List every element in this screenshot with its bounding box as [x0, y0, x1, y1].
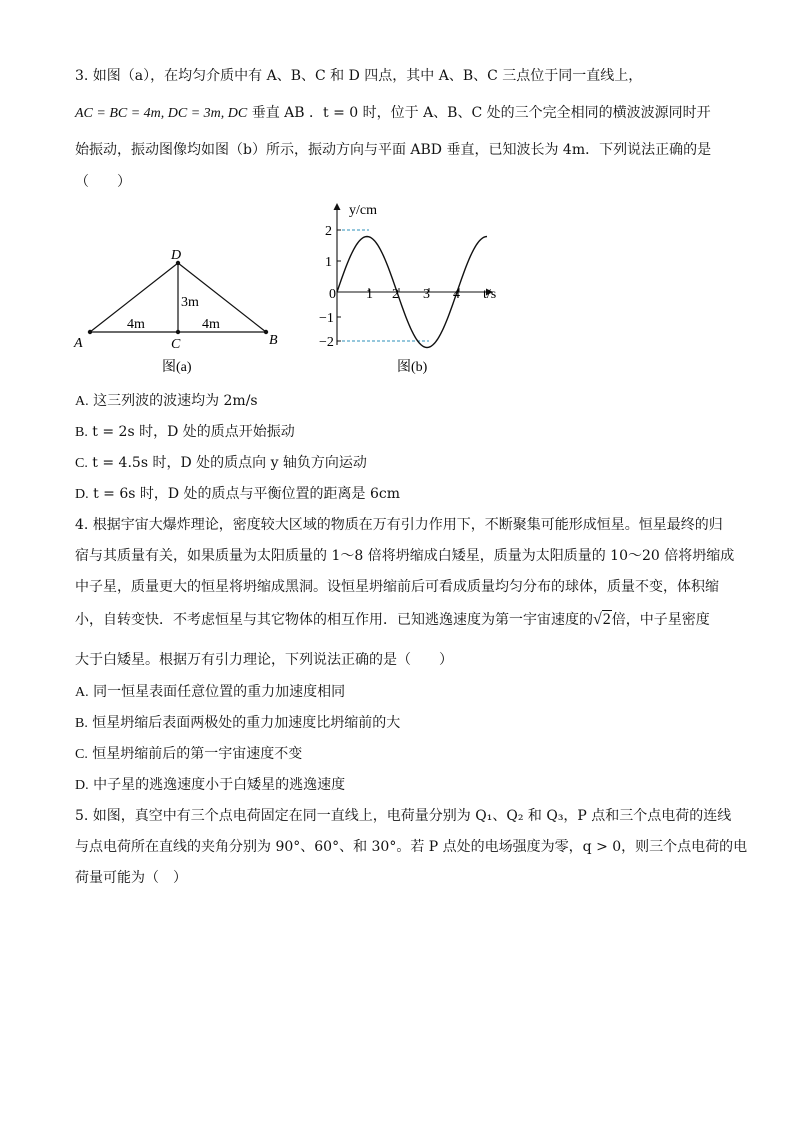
point-c	[176, 330, 180, 334]
x-tick-3: 3	[423, 287, 430, 302]
q4-option-c: C. 恒星坍缩前后的第一宇宙速度不变	[75, 746, 303, 762]
q3-option-d: D. t = 6s 时，D 处的质点与平衡位置的距离是 6cm	[75, 486, 401, 502]
x-axis-label: t/s	[483, 287, 497, 302]
x-tick-0: 0	[329, 287, 336, 302]
q4-line1: 4. 根据宇宙大爆炸理论，密度较大区域的物质在万有引力作用下，不断聚集可能形成恒星。恒星最终的归	[75, 517, 723, 533]
label-d: D	[171, 248, 182, 263]
q5-line1: 5. 如图，真空中有三个点电荷固定在同一直线上，电荷量分别为 Q₁、Q₂ 和 Q₃，P 点和三个点电荷的连线	[75, 808, 732, 824]
q3-line4: （ ）	[75, 174, 131, 190]
caption-a: 图(a)	[162, 360, 192, 375]
q3-line2	[75, 103, 711, 124]
figure-b	[315, 195, 515, 380]
q4-line3: 中子星，质量更大的恒星将坍缩成黑洞。设恒星坍缩前后可看成质量均匀分布的球体，质量不变，体积缩	[75, 579, 719, 595]
q4-option-b: B. 恒星坍缩后表面两极处的重力加速度比坍缩前的大	[75, 715, 401, 731]
sqrt-symbol: √2	[593, 611, 611, 628]
y-tick-2: 2	[325, 224, 332, 239]
label-c: C	[171, 337, 181, 352]
q4-line4: 小，自转变快．不考虑恒星与其它物体的相互作用．已知逃逸速度为第一宇宙速度的√2倍，中子星密度	[75, 611, 710, 628]
y-tick-neg2: −2	[319, 335, 334, 350]
q4-line2: 宿与其质量有关，如果质量为太阳质量的 1～8 倍将坍缩成白矮星，质量为太阳质量的 10～20 倍将坍缩成	[75, 548, 735, 564]
q3-formula: AC = BC = 4m, DC = 3m, DC	[75, 106, 248, 121]
x-tick-2: 2	[392, 287, 399, 302]
label-dc-length: 3m	[181, 295, 199, 310]
y-axis-arrow	[334, 203, 341, 210]
q4-option-d: D. 中子星的逃逸速度小于白矮星的逃逸速度	[75, 777, 346, 793]
y-tick-neg1: −1	[319, 311, 334, 326]
q3-option-c: C. t = 4.5s 时，D 处的质点向 y 轴负方向运动	[75, 455, 367, 471]
x-tick-4: 4	[453, 287, 460, 302]
y-axis-label: y/cm	[349, 203, 377, 218]
y-tick-1: 1	[325, 255, 332, 270]
q3-line3: 始振动，振动图像均如图（b）所示，振动方向与平面 ABD 垂直，已知波长为 4m．下列说法正确的是	[75, 142, 712, 158]
q3-line1: 3. 如图（a），在均匀介质中有 A、B、C 和 D 四点，其中 A、B、C 三点位于同一直线上，	[75, 68, 643, 84]
q3-option-a: A. 这三列波的波速均为 2m/s	[75, 393, 258, 409]
point-a	[88, 330, 92, 334]
label-b: B	[269, 333, 278, 348]
figure-a	[70, 240, 290, 380]
label-ac-length: 4m	[127, 317, 145, 332]
label-bc-length: 4m	[202, 317, 220, 332]
q3-line2-text: 垂直 AB ．t = 0 时，位于 A、B、C 处的三个完全相同的横波波源同时开	[247, 105, 711, 121]
q3-option-b: B. t = 2s 时，D 处的质点开始振动	[75, 424, 295, 440]
point-b	[264, 330, 268, 334]
caption-b: 图(b)	[397, 360, 428, 375]
x-tick-1: 1	[366, 287, 373, 302]
label-a: A	[74, 336, 83, 351]
q5-line3: 荷量可能为（ ）	[75, 870, 187, 886]
q4-line5: 大于白矮星。根据万有引力理论，下列说法正确的是（ ）	[75, 652, 453, 668]
q5-line2: 与点电荷所在直线的夹角分别为 90°、60°、和 30°。若 P 点处的电场强度为零，q > 0，则三个点电荷的电	[75, 839, 748, 855]
q4-option-a: A. 同一恒星表面任意位置的重力加速度相同	[75, 684, 346, 700]
